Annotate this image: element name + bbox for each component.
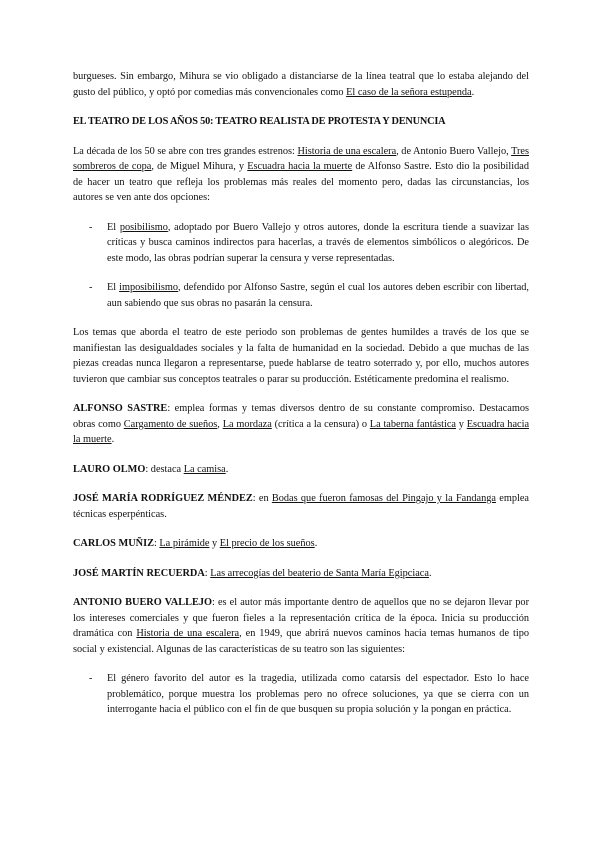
work-title: Las arrecogías del beaterio de Santa María Egipciaca <box>210 567 429 579</box>
author-name: CARLOS MUÑIZ <box>73 538 154 549</box>
dash-bullet: - <box>89 282 93 293</box>
author-name: JOSÉ MARTÍN RECUERDA <box>73 567 205 579</box>
work-title: Escuadra hacia la muerte <box>247 161 353 172</box>
work-title: La mordaza <box>222 418 272 430</box>
work-title: Bodas que fueron famosas del Pingajo y la Fandanga <box>271 493 496 504</box>
author-mendez: JOSÉ MARÍA RODRÍGUEZ MÉNDEZ: en Bodas que fueron famosas del Pingajo y la Fandanga emplea técnicas esperpénticas. <box>73 493 529 520</box>
work-title: La taberna fantástica <box>369 418 456 430</box>
author-olmo: LAURO OLMO: destaca La camisa. <box>73 463 229 475</box>
work-title: Cargamento de sueños <box>123 418 218 430</box>
work-title: Escuadra hacia la muerte <box>73 418 530 445</box>
work-title: La camisa <box>183 463 226 475</box>
author-name: LAURO OLMO <box>73 463 146 475</box>
term: imposibilismo <box>119 282 179 293</box>
document-page <box>73 69 529 732</box>
paragraph-fifties: La década de los 50 se abre con tres grandes estrenos: Historia de una escalera, de Antonio Buero Vallejo, Tres sombreros de copa, de Miguel Mihura, y Escuadra hacia la muerte de Alfonso Sastre. Esto dio la posibilidad de hacer un teatro que refleja los problemas más reales del momento pero, dadas las circunstancias, los autores se ven ante dos opciones: <box>73 145 530 203</box>
author-name: ANTONIO BUERO VALLEJO <box>73 597 212 608</box>
intro-paragraph: burgueses. Sin embargo, Mihura se vio obligado a distanciarse de la línea teatral que lo estaba alejando del gusto del público, y optó por comedias más convencionales como El caso de la señora estupenda. <box>73 71 529 98</box>
author-muniz: CARLOS MUÑIZ: La pirámide y El precio de los sueños. <box>73 538 318 549</box>
list-item: - El posibilismo, adoptado por Buero Vallejo y otros autores, donde la escritura tiende a suavizar las críticas y busca caminos indirectos para hacerlas, a través de elementos simbólicos o alegóricos. De este modo, las obras podrían superar la censura y verse representadas. <box>89 221 529 264</box>
dash-bullet: - <box>89 221 93 233</box>
section-heading: EL TEATRO DE LOS AÑOS 50: TEATRO REALISTA DE PROTESTA Y DENUNCIA <box>73 116 446 127</box>
list-item: - El género favorito del autor es la tragedia, utilizada como catarsis del espectador. Esto lo hace problemático, porque muestra los problemas pero no ofrece soluciones, ya que se cierra con un interrogante hacia el público con el fin de que busquen su propia solución y la pongan en práctica. <box>89 673 529 715</box>
options-list <box>73 220 529 312</box>
author-sastre: ALFONSO SASTRE: emplea formas y temas diversos dentro de su constante compromiso. Destacamos obras como Cargamento de sueños, La mordaza (crítica a la censura) o La taberna fantástica y Escuadra hacia la muerte. <box>73 403 530 445</box>
list-item: - El imposibilismo, defendido por Alfonso Sastre, según el cual los autores deben escribir con libertad, aun sabiendo que sus obras no pasarán la censura. <box>89 282 529 309</box>
work-title: Tres sombreros de copa <box>73 145 529 172</box>
author-buero: ANTONIO BUERO VALLEJO: es el autor más importante dentro de aquellos que no se dejaron llevar por los intereses comerciales y que fueron fieles a la representación crítica de la época. Inicia su producción dramática con Historia de una escalera, en 1949, que abrirá nuevos caminos hacia temas humanos de tipo social y existencial. Algunas de las características de su teatro son las siguientes: <box>73 597 529 655</box>
features-list <box>73 671 529 718</box>
dash-bullet: - <box>89 673 93 684</box>
work-title: El caso de la señora estupenda <box>346 86 472 98</box>
author-recuerda: JOSÉ MARTÍN RECUERDA: Las arrecogías del beaterio de Santa María Egipciaca. <box>73 567 432 579</box>
author-name: ALFONSO SASTRE <box>73 403 168 414</box>
work-title: Historia de una escalera <box>297 145 397 157</box>
work-title: Historia de una escalera <box>136 628 240 639</box>
work-title: El precio de los sueños <box>219 538 315 549</box>
work-title: La pirámide <box>159 538 210 549</box>
author-name: JOSÉ MARÍA RODRÍGUEZ MÉNDEZ <box>73 493 253 504</box>
term: posibilismo <box>119 221 168 233</box>
paragraph-themes: Los temas que aborda el teatro de este periodo son problemas de gentes humildes a través de los que se manifiestan las desigualdades sociales y la falta de humanidad en la sociedad. Debido a que muchas de las piezas creadas nunca llegaron a representarse, puede hablarse de teatro soterrado y, por ello, muchos autores tuvieron que cambiar sus conceptos teatrales o parar su producción. Estéticamente predomina el realismo. <box>73 327 529 385</box>
